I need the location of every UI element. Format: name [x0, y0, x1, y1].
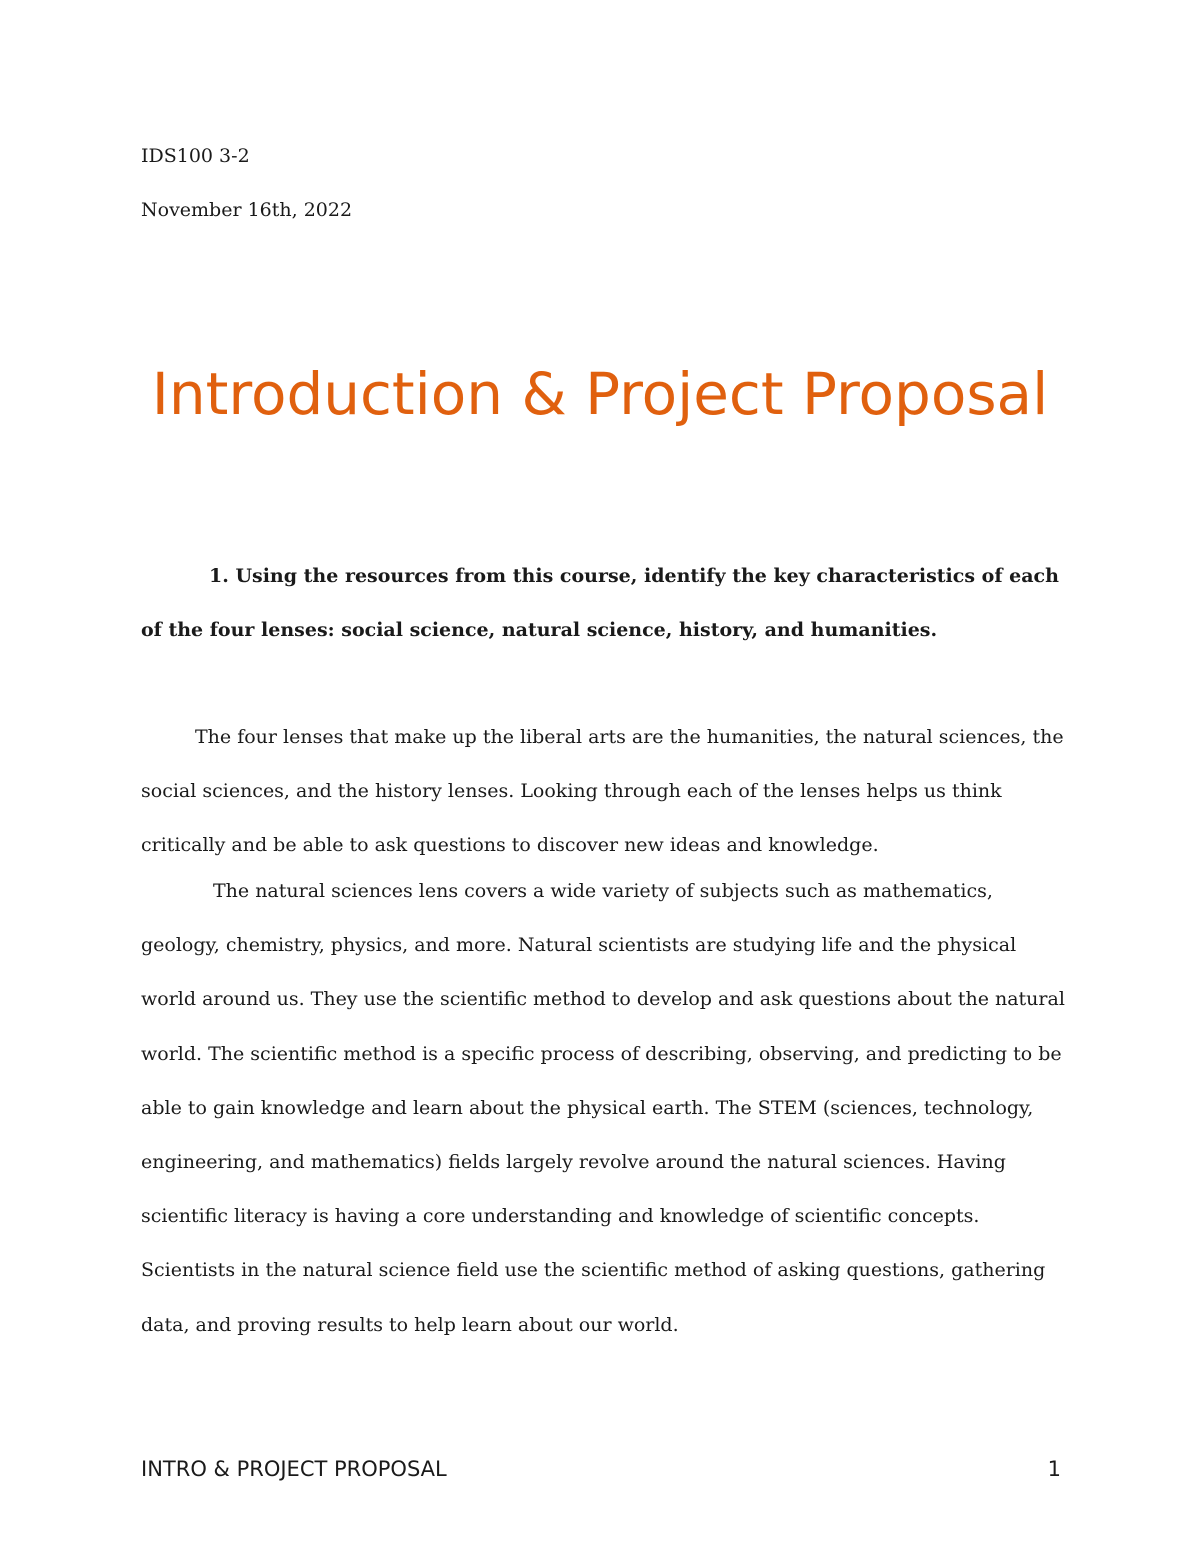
question-text: 1. Using the resources from this course, identify the key characteristics of each of the four lenses: social science, natural science, history, and humanities.: [141, 565, 1059, 641]
document-date: November 16th, 2022: [141, 199, 353, 221]
course-code: IDS100 3-2: [141, 145, 250, 167]
page-number: 1: [1047, 1457, 1061, 1481]
body-paragraph-natural-sciences: The natural sciences lens covers a wide variety of subjects such as mathematics, geology, chemistry, physics, and more. Natural scientists are studying life and the physical world around us. They use the scientific method to develop and ask questions about the natural world. The scientific method is a specific process of describing, observing, and predicting to be able to gain knowledge and learn about the physical earth. The STEM (sciences, technology, engineering, and mathematics) fields largely revolve around the natural sciences. Having scientific literacy is having a core understanding and knowledge of scientific concepts. Scientists in the natural science field use the scientific method of asking questions, gathering data, and proving results to help learn about our world.: [141, 880, 1065, 1336]
running-head: INTRO & PROJECT PROPOSAL: [141, 1457, 447, 1481]
question-heading: [141, 549, 1071, 657]
body-paragraph-lenses-overview: The four lenses that make up the liberal arts are the humanities, the natural sciences, the social sciences, and the history lenses. Looking through each of the lenses helps us think critically and be able to ask questions to discover new ideas and knowledge.: [141, 726, 1064, 857]
document-title: Introduction & Project Proposal: [151, 360, 1049, 428]
